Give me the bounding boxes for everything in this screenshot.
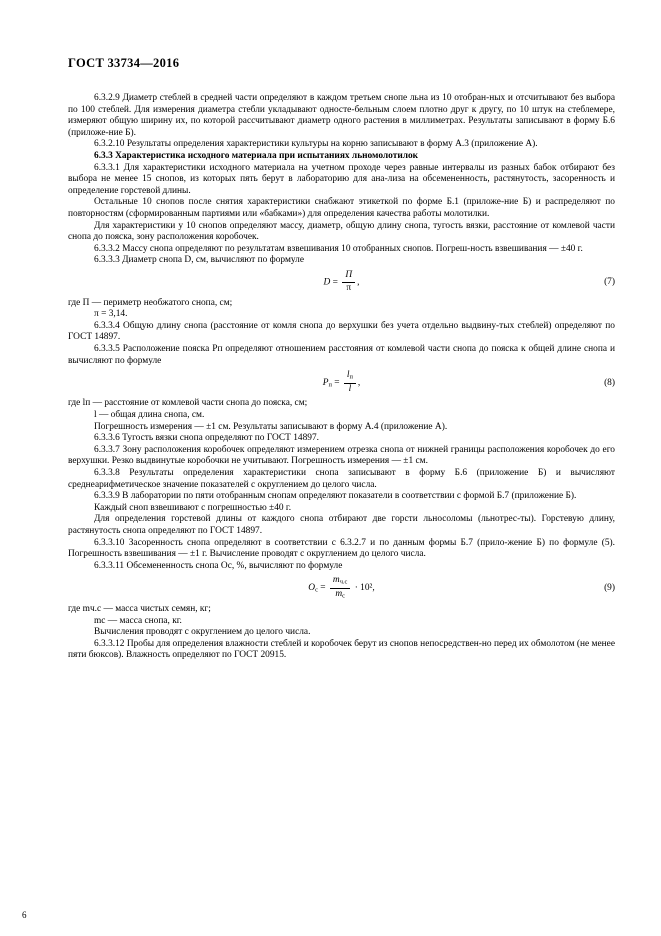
formula-9-variable-sub: с (315, 586, 318, 594)
paragraph-6-3-3-9: 6.3.3.9 В лаборатории по пяти отобранным снопам определяют показатели в соответствии с формой Б.7 (приложение Б). (94, 491, 577, 502)
paragraph-weighing: Каждый сноп взвешивают с погрешностью ±40 г. (94, 502, 292, 513)
paragraph-6-3-3-2: 6.3.3.2 Массу снопа определяют по результатам взвешивания 10 отобранных снопов. Погреш-ность взвешивания — ±40 г. (94, 243, 583, 254)
heading-6-3-3: 6.3.3 Характеристика исходного материала при испытаниях льномолотилок (94, 150, 419, 161)
formula-7-fraction (342, 271, 355, 294)
paragraph-6-3-3-1: 6.3.3.1 Для характеристики исходного материала на учетном проходе через равные интервалы из разных бабок отбирают без выбора не менее 15 снопов, из которых пять берут в лабораторию для ана-лиза на обсемененность, растянутость, засоренность и определение горстевой длины. (68, 162, 615, 196)
formula-8-fraction (344, 371, 356, 394)
formula-8-denominator: l (348, 383, 352, 394)
paragraph-6-3-3-3: 6.3.3.3 Диаметр снопа D, см, вычисляют по формуле (94, 255, 304, 266)
formula-7-number: (7) (604, 277, 615, 288)
paragraph-6-3-3-5: 6.3.3.5 Расположение пояска Pп определяют отношением расстояния от комлевой части снопа до пояска к общей длине снопа и вычисляют по формуле (68, 344, 615, 366)
formula-8-numerator-sub: п (349, 373, 353, 381)
formula-8: $P_п$ = $\frac{l_п}{l}$ , (322, 370, 361, 394)
paragraph-6-3-3-11: 6.3.3.11 Обсемененность снопа Oс, %, вычисляют по формуле (94, 560, 343, 571)
paragraph-6-3-3-12: 6.3.3.12 Пробы для определения влажности стеблей и коробочек берут из снопов непосредствен-но перед их обмолотом (не менее пяти бюксов). Влажность определяют по ГОСТ 20915. (68, 638, 615, 661)
page-header: ГОСТ 33734—2016 (68, 56, 180, 70)
legend-9-line-2: mс — масса снопа, кг. (94, 615, 182, 626)
paragraph-6-3-2-10: 6.3.2.10 Результаты определения характеристики культуры на корню записывают в форму А.3 (приложение А). (94, 139, 538, 150)
formula-8-row (68, 371, 615, 394)
formula-9-numerator: m (332, 575, 340, 586)
formula-7-denominator: π (346, 282, 352, 293)
formula-8-numerator-wrap (344, 371, 356, 383)
formula-9-variable: O (308, 583, 316, 594)
formula-9: $O_с$ = $\frac{m_{ч.с}}{m_с}$ · 10², (308, 575, 375, 600)
formula-7-row (68, 271, 615, 294)
paragraph-6-3-3-8: 6.3.3.8 Результаты определения характеристики снопа записывают в форму Б.6 (приложение Б) и вычисляют среднеарифметическое значение показателей с округлением до целого числа. (68, 467, 615, 490)
formula-7-numerator: П (342, 271, 355, 283)
formula-9-denominator: m (335, 588, 343, 599)
formula-9-fraction (330, 576, 350, 600)
formula-9-numerator-sub: ч.с (339, 578, 348, 586)
paragraph-6-3-2-9: 6.3.2.9 Диаметр стеблей в средней части определяют в каждом третьем снопе льна из 10 отобран-ных и отсчитывают без выбора по 100 стеблей. Для измерения диаметра стебли укладывают односте-бельным слоем плотно друг к другу, по 10 штук на стеблемере, измеряют общую ширину их, по которой рассчитывают диаметр одного растения в миллиметрах. Результаты записывают в форму Б.6 (приложе-ние Б). (68, 93, 615, 138)
paragraph-6-3-3-7: 6.3.3.7 Зону расположения коробочек определяют измерением отрезка снопа от нижней границы расположения коробочек до его верхушки. Резко выдвинутые коробочки не учитывают. Погрешность измерения — ±1 см. (68, 444, 615, 467)
legend-8-line-1: где lп — расстояние от комлевой части снопа до пояска, см; (68, 398, 308, 409)
formula-7: D = $\frac{П}{\pi}$ , (323, 269, 360, 293)
formula-9-denominator-sub: с (342, 592, 345, 600)
paragraph-handful-length: Для определения горстевой длины от каждого снопа отбирают две горсти льносоломы (льнотрес-ты). Горстевую длину, растянутость снопа определяют по ГОСТ 14897. (68, 514, 615, 536)
paragraph-6-3-3-10: 6.3.3.10 Засоренность снопа определяют в соответствии с 6.3.2.7 и по данным формы Б.7 (прило-жение Б) по формуле (5). Погрешность взвешивания — ±1 г. Вычисление проводят с округлением до целого числа. (68, 537, 615, 560)
formula-9-row (68, 576, 615, 600)
legend-7-line-1: где П — периметр необжатого снопа, см; (68, 297, 233, 308)
formula-8-variable: P (322, 377, 329, 388)
formula-9-numerator-wrap (330, 576, 350, 588)
legend-8-line-2: l — общая длина снопа, см. (94, 410, 205, 420)
formula-9-number: (9) (604, 583, 615, 594)
legend-7-line-2: π = 3,14. (94, 309, 128, 320)
paragraph-6-3-3-6: 6.3.3.6 Тугость вязки снопа определяют по ГОСТ 14897. (94, 433, 319, 444)
paragraph-rounding: Вычисления проводят с округлением до целого числа. (94, 627, 311, 638)
legend-9-line-1: где mч.с — масса чистых семян, кг; (68, 603, 211, 614)
paragraph-measurement-error: Погрешность измерения — ±1 см. Результаты записывают в форму А.4 (приложение А). (94, 421, 448, 432)
paragraph-characteristic-10: Для характеристики у 10 снопов определяют массу, диаметр, общую длину снопа, тугость вязки, расстояние от комлевой части снопа до пояска, зону расположения коробочек. (68, 220, 615, 243)
formula-7-variable: D (323, 277, 331, 288)
formula-9-multiplier: · 10² (354, 583, 373, 594)
formula-8-numerator: l (346, 370, 350, 381)
formula-8-variable-sub: п (328, 381, 332, 389)
formula-8-number: (8) (604, 377, 615, 388)
page-number: 6 (22, 910, 27, 920)
formula-9-denominator-wrap (330, 589, 350, 600)
paragraph-6-3-3-4: 6.3.3.4 Общую длину снопа (расстояние от комля снопа до верхушки без учета отдельно выдвину-тых стеблей) определяют по ГОСТ 14897. (68, 320, 615, 343)
paragraph-remaining-sheaves: Остальные 10 снопов после снятия характеристики снабжают этикеткой по форме Б.1 (приложе-ние Б) и распределяют по повторностям (сформированным партиями или «бабками») для определения качества работы молотилки. (68, 197, 615, 219)
